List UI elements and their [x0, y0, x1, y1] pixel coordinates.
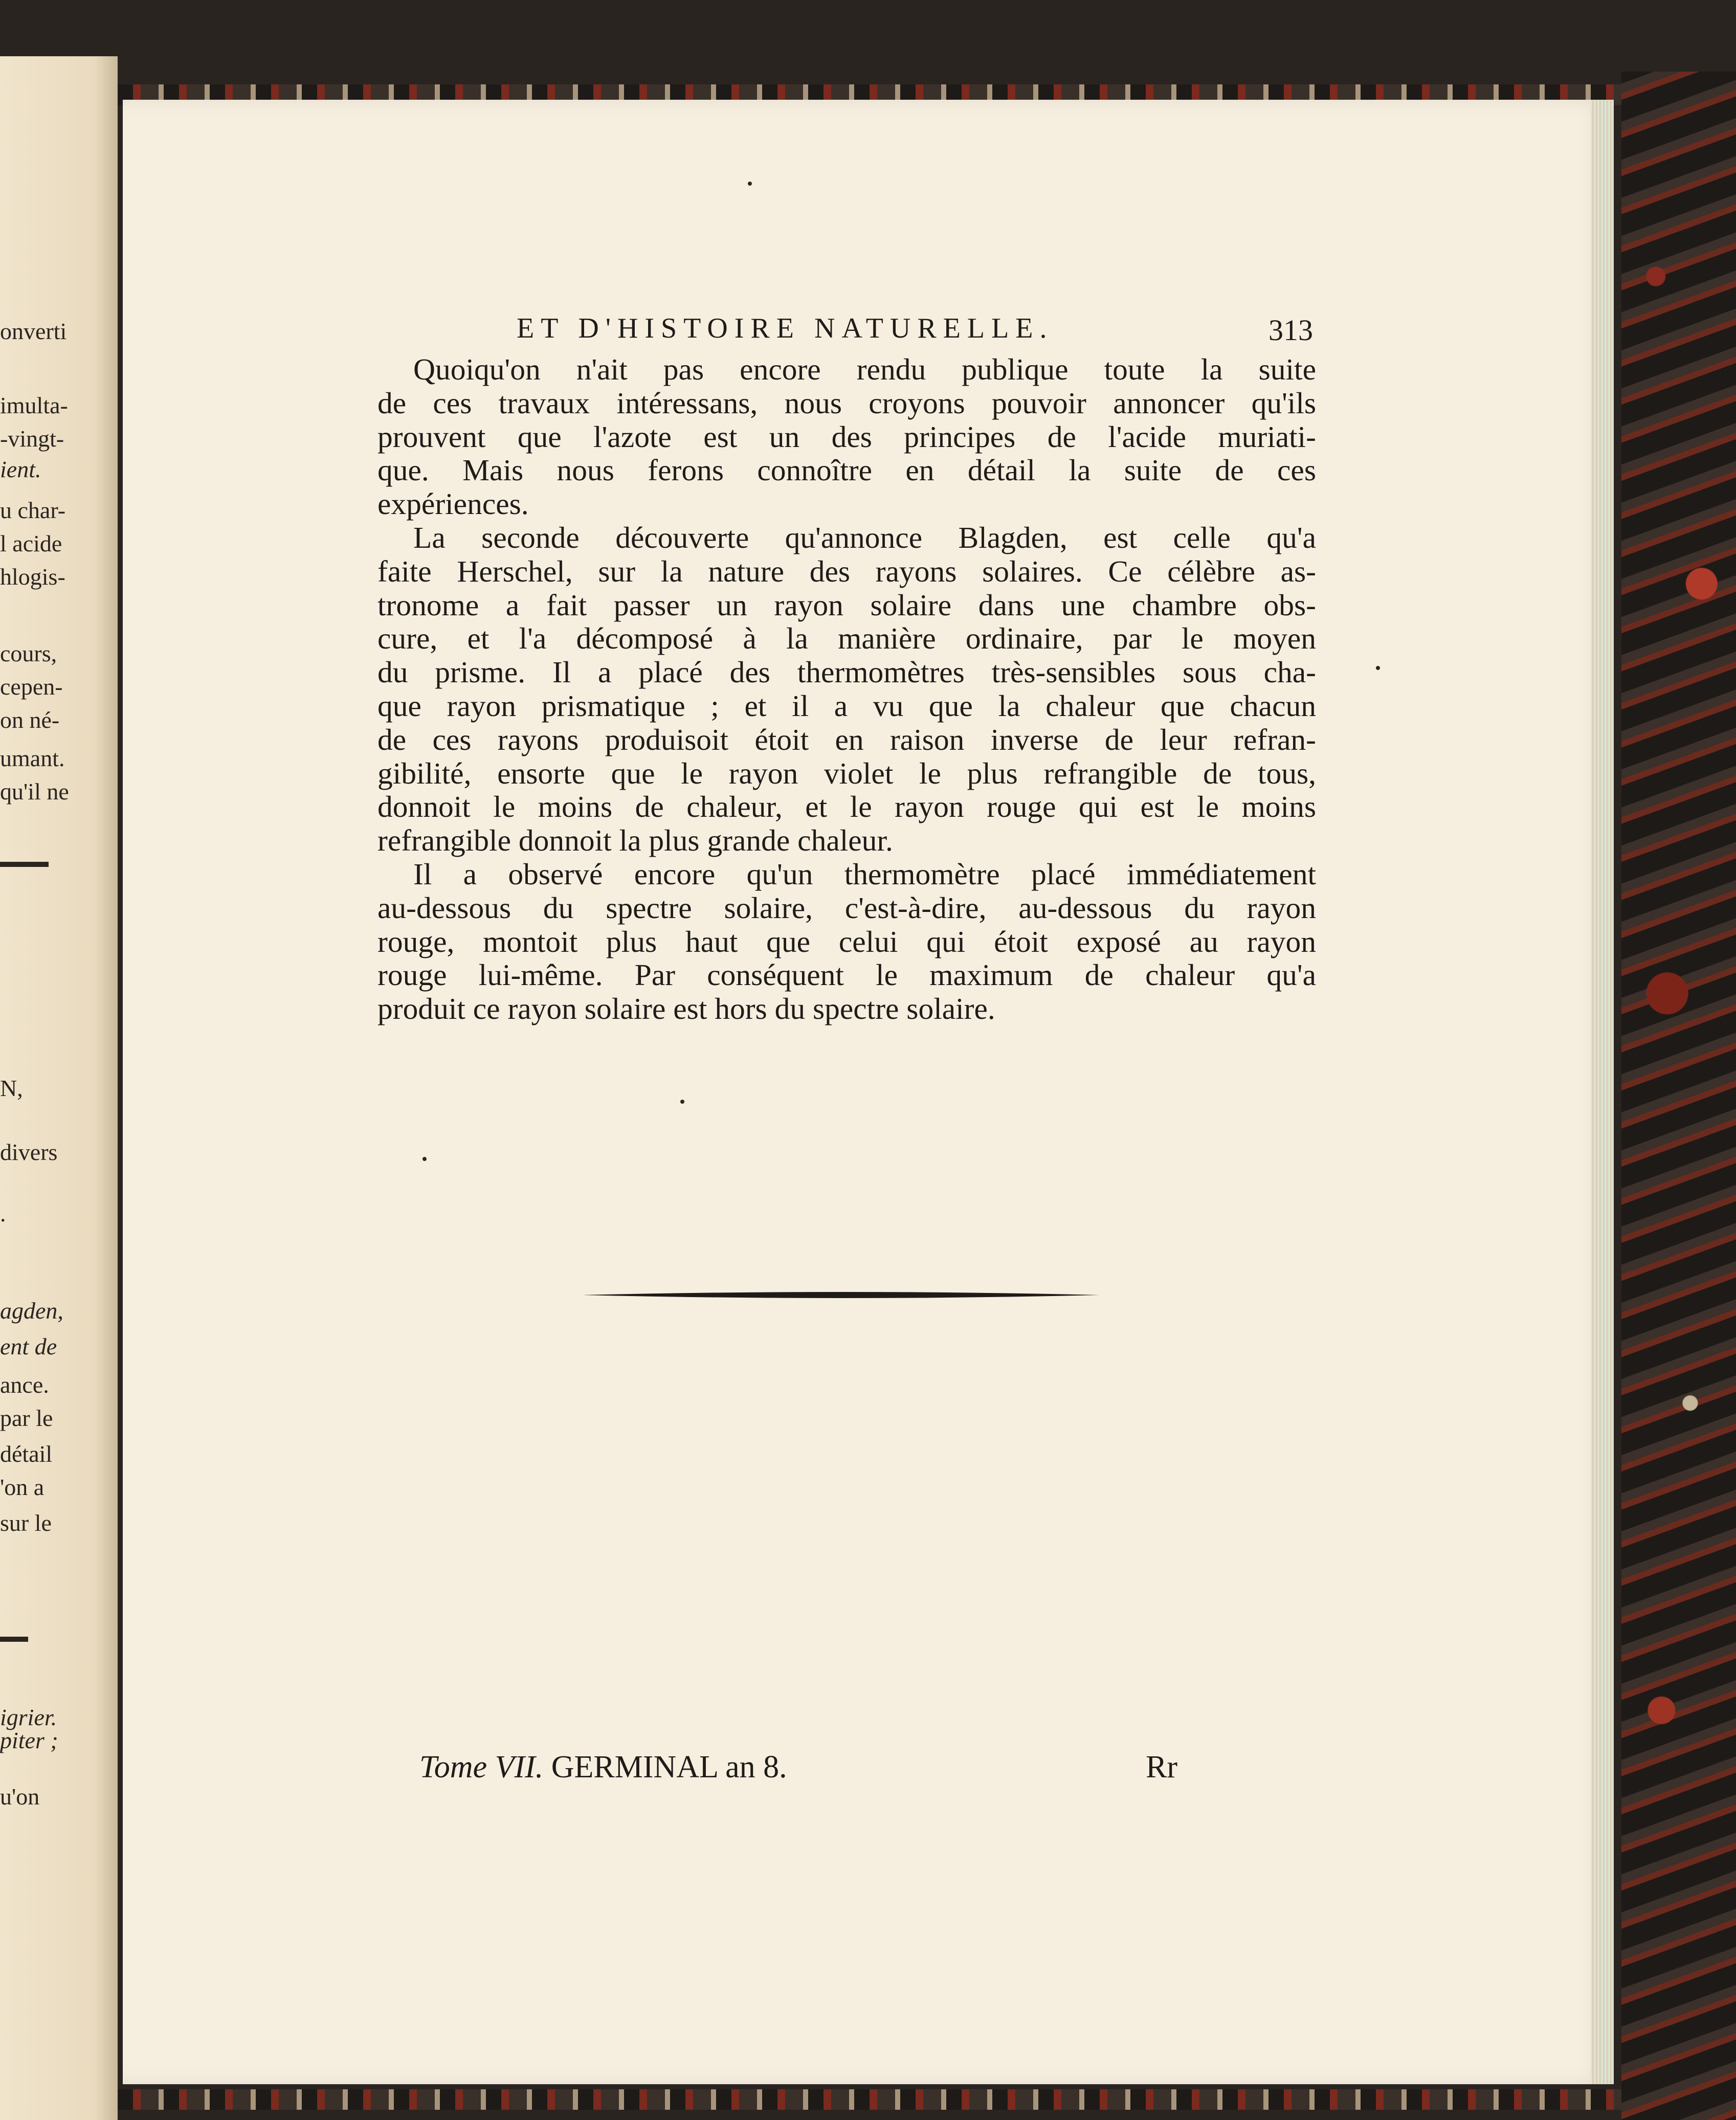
facing-page-rule: [0, 1637, 28, 1642]
text-line: expériences.: [377, 487, 529, 521]
facing-page-fragment: igrier.: [0, 1704, 57, 1730]
facing-page-fragment: détail: [0, 1441, 53, 1467]
text-line: Quoiqu'on n'ait pas encore rendu publique toute la suite: [413, 352, 1316, 386]
tailpiece-rule: [583, 1289, 1100, 1301]
facing-page-fragment: 'on a: [0, 1474, 44, 1500]
facing-page-fragment: piter ;: [0, 1727, 58, 1753]
print-speck: [680, 1100, 684, 1104]
text-line: Il a observé encore qu'un thermomètre placé immédiatement: [413, 857, 1316, 891]
facing-page-fragment: ance.: [0, 1372, 49, 1398]
facing-page-fragment: cepen-: [0, 674, 63, 700]
body-text: [377, 353, 1316, 1026]
text-line: La seconde découverte qu'annonce Blagden, est celle qu'a: [413, 520, 1316, 554]
facing-page-fragment: umant.: [0, 745, 65, 771]
marbled-cover: [1621, 72, 1736, 2120]
text-line: que. Mais nous ferons connoître en détail la suite de ces: [377, 453, 1316, 487]
left-facing-page: [0, 56, 118, 2120]
text-line: gibilité, ensorte que le rayon violet le plus refrangible de tous,: [377, 756, 1316, 790]
signature-mark: Rr: [1146, 1750, 1177, 1784]
print-speck: [422, 1157, 427, 1161]
facing-page-fragment: par le: [0, 1405, 53, 1431]
text-line: que rayon prismatique ; et il a vu que la chaleur que chacun: [377, 688, 1316, 723]
text-line: refrangible donnoit la plus grande chaleur.: [377, 823, 893, 858]
facing-page-fragment: ient.: [0, 456, 41, 482]
facing-page-fragment: divers: [0, 1139, 58, 1165]
volume-label: Tome VII.: [419, 1750, 544, 1784]
month-label: GERMINAL an 8.: [551, 1750, 787, 1784]
facing-page-fragment: sur le: [0, 1510, 52, 1536]
facing-page-fragment: cours,: [0, 640, 57, 666]
running-header: ET D'HISTOIRE NATURELLE.: [517, 313, 1054, 344]
text-line: rouge lui-même. Par conséquent le maximum de chaleur qu'a: [377, 958, 1316, 992]
facing-page-fragment: N,: [0, 1075, 23, 1101]
marbled-edge-bottom: [118, 2089, 1647, 2110]
facing-page-fragment: qu'il ne: [0, 778, 69, 805]
text-line: cure, et l'a décomposé à la manière ordinaire, par le moyen: [377, 621, 1316, 656]
text-line: produit ce rayon solaire est hors du spectre solaire.: [377, 992, 995, 1026]
text-line: de ces travaux intéressans, nous croyons pouvoir annoncer qu'ils: [377, 386, 1316, 420]
text-line: rouge, montoit plus haut que celui qui étoit exposé au rayon: [377, 924, 1316, 958]
page-edges: [1591, 100, 1614, 2084]
text-line: prouvent que l'azote est un des principes de l'acide muriati-: [377, 419, 1316, 454]
facing-page-fragment: ent de: [0, 1333, 57, 1359]
text-line: de ces rayons produisoit étoit en raison inverse de leur refran-: [377, 722, 1316, 756]
text-line: faite Herschel, sur la nature des rayons solaires. Ce célèbre as-: [377, 554, 1316, 588]
page-number: 313: [1268, 314, 1313, 347]
facing-page-rule: [0, 862, 49, 867]
text-line: tronome a fait passer un rayon solaire dans une chambre obs-: [377, 588, 1316, 622]
facing-page-fragment: agden,: [0, 1298, 63, 1324]
facing-page-fragment: onverti: [0, 318, 67, 344]
print-speck: [1376, 666, 1380, 670]
facing-page-fragment: on né-: [0, 707, 60, 733]
facing-page-fragment: u char-: [0, 497, 66, 523]
facing-page-fragment: l acide: [0, 530, 62, 556]
facing-page-fragment: hlogis-: [0, 564, 65, 590]
facing-page-fragment: imulta-: [0, 392, 68, 418]
facing-page-fragment: -vingt-: [0, 426, 64, 452]
text-line: du prisme. Il a placé des thermomètres très-sensibles sous cha-: [377, 655, 1316, 689]
facing-page-fragment: .: [0, 1200, 6, 1226]
text-line: au-dessous du spectre solaire, c'est-à-dire, au-dessous du rayon: [377, 890, 1316, 925]
print-speck: [748, 182, 752, 186]
text-line: donnoit le moins de chaleur, et le rayon rouge qui est le moins: [377, 790, 1316, 824]
footer-imprint: [419, 1749, 787, 1786]
facing-page-fragment: u'on: [0, 1783, 40, 1810]
